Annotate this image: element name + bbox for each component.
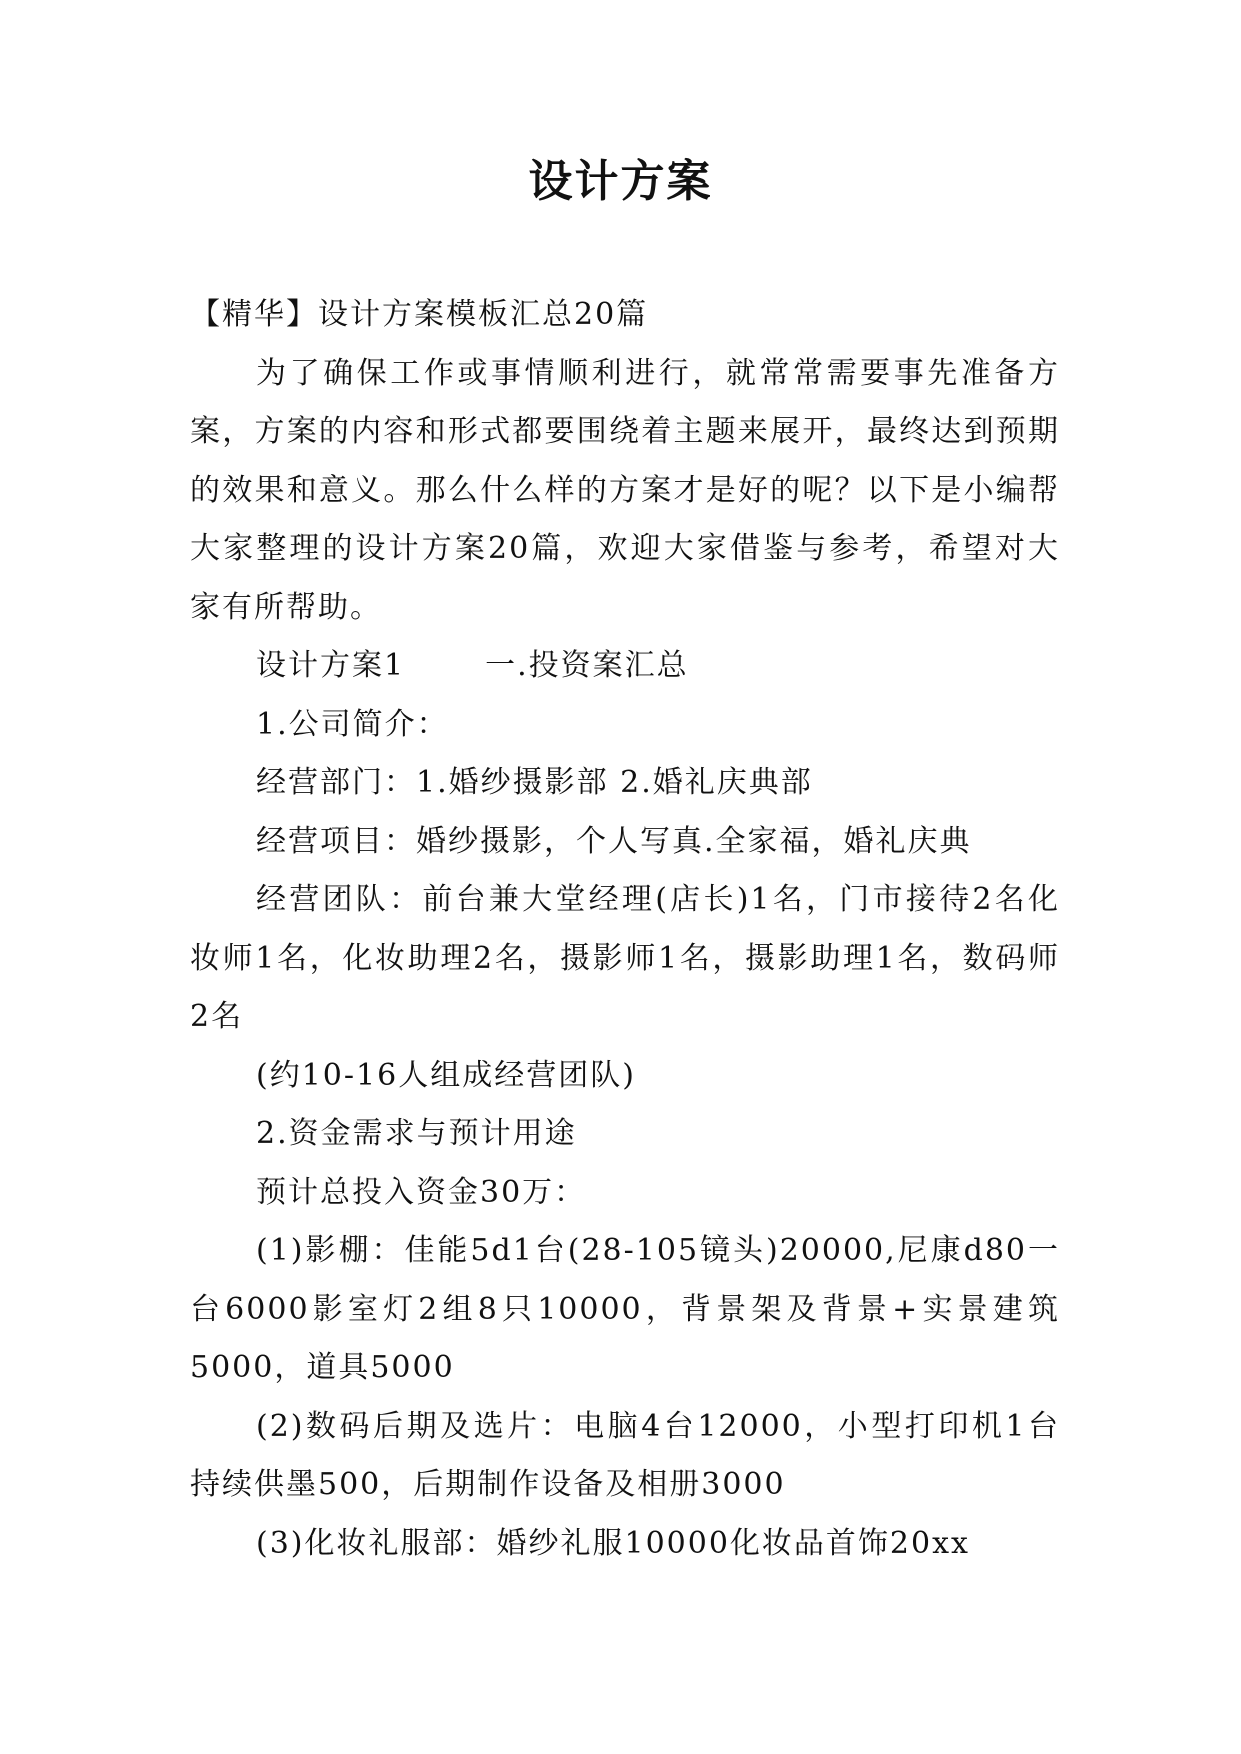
paragraph-digital: (2)数码后期及选片：电脑4台12000，小型打印机1台持续供墨500，后期制作设备及相册3000 (190, 1408, 1060, 1502)
paragraph-studio: (1)影棚：佳能5d1台(28-105镜头)20000,尼康d80一台6000影室灯2组8只10000，背景架及背景+实景建筑5000，道具5000 (190, 1233, 1060, 1385)
paragraph-total-investment: 预计总投入资金30万： (256, 1174, 587, 1210)
paragraph-funding-heading: 2.资金需求与预计用途 (256, 1116, 577, 1151)
paragraph-makeup: (3)化妆礼服部：婚纱礼服10000化妆品首饰20xx (256, 1525, 970, 1561)
paragraph-departments: 经营部门：1.婚纱摄影部 2.婚礼庆典部 (256, 765, 813, 800)
section-title: 设计方案1 (256, 648, 406, 683)
paragraph-intro: 为了确保工作或事情顺利进行，就常常需要事先准备方案，方案的内容和形式都要围绕着主题来展开，最终达到预期的效果和意义。那么什么样的方案才是好的呢？以下是小编帮大家整理的设计方案20篇，欢迎大家借鉴与参考，希望对大家有所帮助。 (190, 355, 1060, 625)
paragraph-company-intro: 1.公司简介： (256, 706, 449, 742)
paragraph-subtitle: 【精华】设计方案模板汇总20篇 (190, 297, 649, 332)
document-body (190, 286, 1060, 1573)
page-title: 设计方案 (528, 156, 713, 207)
paragraph-team: 经营团队：前台兼大堂经理(店长)1名，门市接待2名化妆师1名，化妆助理2名，摄影师1名，摄影助理1名，数码师2名 (190, 882, 1060, 1034)
paragraph-section-heading (190, 637, 1060, 696)
paragraph-team-size: (约10-16人组成经营团队) (256, 1057, 636, 1093)
paragraph-projects: 经营项目：婚纱摄影，个人写真.全家福，婚礼庆典 (256, 823, 972, 859)
section-subtitle: 一.投资案汇总 (485, 648, 689, 683)
